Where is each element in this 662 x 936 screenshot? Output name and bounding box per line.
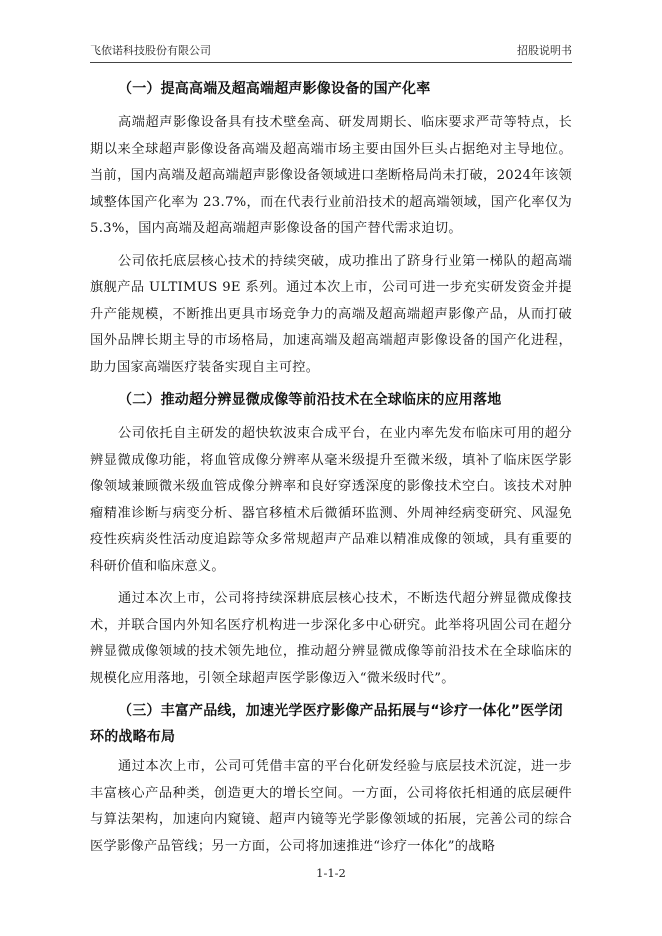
page-header (90, 42, 572, 60)
document-body (90, 72, 572, 860)
page-number: 1-1-2 (316, 866, 346, 880)
section-heading-2: （二）推动超分辨显微成像等前沿技术在全球临床的应用落地 (118, 392, 502, 408)
section-2-paragraph-1: 公司依托自主研发的超快软波束合成平台，在业内率先发布临床可用的超分辨显微成像功能，将血管成像分辨率从毫米级提升至微米级，填补了临床医学影像领域兼顾微米级血管成像分辨率和良好穿透深度的影像技术空白。该技术对肿瘤精准诊断与病变分析、器官移植术后微循环监测、外周神经病变研究、风湿免疫性疾病炎性活动度追踪等众多常规超声产品难以精准成像的领域，具有重要的科研价值和临床意义。 (90, 426, 572, 574)
section-1-paragraph-1: 高端超声影像设备具有技术壁垒高、研发周期长、临床要求严苛等特点，长期以来全球超声影像设备高端及超高端市场主要由国外巨头占据绝对主导地位。当前，国内高端及超高端超声影像设备领域进口垄断格局尚未打破，2024年该领域整体国产化率为 23.7%，而在代表行业前沿技术的超高端领域，国产化率仅为 5.3%，国内高端及超高端超声影像设备的国产替代需求迫切。 (90, 115, 572, 236)
section-heading-1: （一）提高高端及超高端超声影像设备的国产化率 (118, 81, 431, 97)
header-document-type: 招股说明书 (517, 44, 572, 57)
section-1-paragraph-2: 公司依托底层核心技术的持续突破，成功推出了跻身行业第一梯队的超高端旗舰产品 ULTIMUS 9E 系列。通过本次上市，公司可进一步充实研发资金并提升产能规模，不断推出更具市场竞争力的高端及超高端超声影像产品，从而打破国外品牌长期主导的市场格局，加速高端及超高端超声影像设备的国产化进程，助力国家高端医疗装备实现自主可控。 (90, 253, 572, 375)
section-3-paragraph-1: 通过本次上市，公司可凭借丰富的平台化研发经验与底层技术沉淀，进一步丰富核心产品种类，创造更大的增长空间。一方面，公司将依托相通的底层硬件与算法架构，加速向内窥镜、超声内镜等光学影像领域的拓展，完善公司的综合医学影像产品管线；另一方面，公司将加速推进“诊疗一体化”的战略 (90, 759, 572, 854)
header-company-name: 飞依诺科技股份有限公司 (90, 44, 211, 57)
section-heading-3: （三）丰富产品线，加速光学医疗影像产品拓展与“诊疗一体化”医学闭环的战略布局 (90, 703, 563, 745)
section-2-paragraph-2: 通过本次上市，公司将持续深耕底层核心技术，不断迭代超分辨显微成像技术，并联合国内外知名医疗机构进一步深化多中心研究。此举将巩固公司在超分辨显微成像领域的技术领先地位，推动超分辨显微成像等前沿技术在全球临床的规模化应用落地，引领全球超声医学影像迈入“微米级时代”。 (90, 591, 572, 686)
header-divider (90, 62, 572, 63)
